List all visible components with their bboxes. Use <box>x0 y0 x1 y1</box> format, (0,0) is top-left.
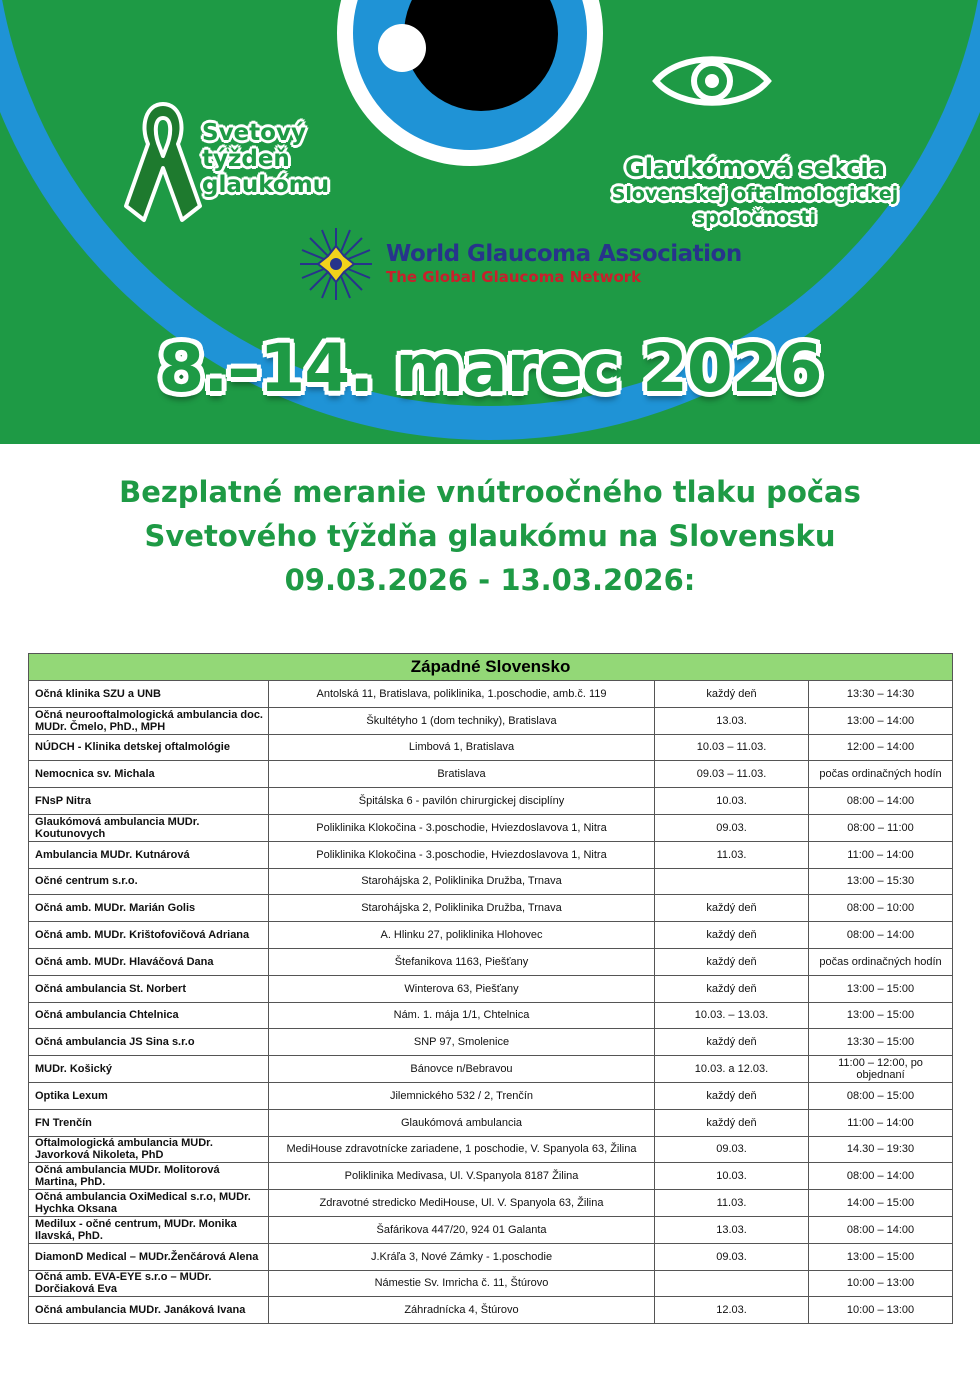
week-logo-line: Svetový <box>202 120 306 146</box>
date-cell: 09.03. <box>655 1136 809 1163</box>
wga-star-icon <box>298 226 374 302</box>
clinic-name-cell: Očná amb. MUDr. Hlaváčová Dana <box>29 948 269 975</box>
society-line: Slovenskej oftalmologickej <box>611 183 899 205</box>
address-cell: Poliklinika Medivasa, Ul. V.Spanyola 8187 Žilina <box>269 1163 655 1190</box>
time-cell: 08:00 – 14:00 <box>809 922 953 949</box>
eye-icon <box>650 48 774 114</box>
address-cell: Limbová 1, Bratislava <box>269 734 655 761</box>
week-logo-text <box>202 120 352 198</box>
subtitle-line: 09.03.2026 - 13.03.2026: <box>284 563 696 597</box>
clinic-name-cell: MUDr. Košický <box>29 1056 269 1083</box>
clinic-name-cell: Glaukómová ambulancia MUDr. Koutunovych <box>29 814 269 841</box>
time-cell: 13:30 – 15:00 <box>809 1029 953 1056</box>
address-cell: Winterova 63, Piešťany <box>269 975 655 1002</box>
address-cell: Poliklinika Klokočina - 3.poschodie, Hviezdoslavova 1, Nitra <box>269 841 655 868</box>
page-subtitle <box>20 470 960 602</box>
clinic-name-cell: Očná neurooftalmologická ambulancia doc. MUDr. Čmelo, PhD., MPH <box>29 707 269 734</box>
week-logo-line: týždeň <box>202 146 290 172</box>
address-cell: Námestie Sv. Imricha č. 11, Štúrovo <box>269 1270 655 1297</box>
date-cell: 09.03. <box>655 1243 809 1270</box>
clinic-name-cell: Optika Lexum <box>29 1082 269 1109</box>
table-row <box>29 948 953 975</box>
society-line: Glaukómová sekcia <box>625 154 885 182</box>
table-row <box>29 1163 953 1190</box>
date-cell: každý deň <box>655 922 809 949</box>
time-cell: 13:00 – 15:30 <box>809 868 953 895</box>
table-row <box>29 868 953 895</box>
time-cell: 13:30 – 14:30 <box>809 681 953 708</box>
address-cell: Škultétyho 1 (dom techniky), Bratislava <box>269 707 655 734</box>
table-row <box>29 1136 953 1163</box>
time-cell: 14:00 – 15:00 <box>809 1190 953 1217</box>
clinic-name-cell: Očná ambulancia MUDr. Molitorová Martina, PhD. <box>29 1163 269 1190</box>
clinic-name-cell: FNsP Nitra <box>29 788 269 815</box>
table-row <box>29 1082 953 1109</box>
table-row <box>29 1002 953 1029</box>
time-cell: 10:00 – 13:00 <box>809 1270 953 1297</box>
time-cell: 13:00 – 15:00 <box>809 975 953 1002</box>
date-cell: 13.03. <box>655 707 809 734</box>
address-cell: Starohájska 2, Poliklinika Družba, Trnava <box>269 868 655 895</box>
date-cell: 09.03. <box>655 814 809 841</box>
region-header: Západné Slovensko <box>29 654 953 681</box>
date-cell: každý deň <box>655 948 809 975</box>
clinic-name-cell: Medilux - očné centrum, MUDr. Monika Ilavská, PhD. <box>29 1216 269 1243</box>
table-row <box>29 681 953 708</box>
header-banner <box>0 0 980 444</box>
clinic-name-cell: Očná klinika SZU a UNB <box>29 681 269 708</box>
time-cell: 08:00 – 14:00 <box>809 1163 953 1190</box>
clinic-name-cell: Očná ambulancia Chtelnica <box>29 1002 269 1029</box>
time-cell: 13:00 – 15:00 <box>809 1243 953 1270</box>
address-cell: Poliklinika Klokočina - 3.poschodie, Hviezdoslavova 1, Nitra <box>269 814 655 841</box>
time-cell: 11:00 – 14:00 <box>809 1109 953 1136</box>
clinic-name-cell: Očná amb. MUDr. Krištofovičová Adriana <box>29 922 269 949</box>
clinic-name-cell: Ambulancia MUDr. Kutnárová <box>29 841 269 868</box>
time-cell: 10:00 – 13:00 <box>809 1297 953 1324</box>
table-row <box>29 1029 953 1056</box>
time-cell: 08:00 – 15:00 <box>809 1082 953 1109</box>
address-cell: Záhradnícka 4, Štúrovo <box>269 1297 655 1324</box>
table-row <box>29 1190 953 1217</box>
date-cell: 10.03. a 12.03. <box>655 1056 809 1083</box>
time-cell: 08:00 – 14:00 <box>809 788 953 815</box>
time-cell: počas ordinačných hodín <box>809 761 953 788</box>
clinic-name-cell: Oftalmologická ambulancia MUDr. Javorková Nikoleta, PhD <box>29 1136 269 1163</box>
clinic-name-cell: NÚDCH - Klinika detskej oftalmológie <box>29 734 269 761</box>
date-cell: každý deň <box>655 1109 809 1136</box>
date-cell: 11.03. <box>655 1190 809 1217</box>
date-cell <box>655 868 809 895</box>
clinic-name-cell: Očná ambulancia St. Norbert <box>29 975 269 1002</box>
time-cell: 14.30 – 19:30 <box>809 1136 953 1163</box>
address-cell: SNP 97, Smolenice <box>269 1029 655 1056</box>
clinic-name-cell: Očná amb. MUDr. Marián Golis <box>29 895 269 922</box>
address-cell: Bánovce n/Bebravou <box>269 1056 655 1083</box>
time-cell: 08:00 – 10:00 <box>809 895 953 922</box>
clinic-name-cell: Očná amb. EVA-EYE s.r.o – MUDr. Dorčiaková Eva <box>29 1270 269 1297</box>
society-name <box>600 154 910 230</box>
address-cell: Špitálska 6 - pavilón chirurgickej disciplíny <box>269 788 655 815</box>
address-cell: Bratislava <box>269 761 655 788</box>
time-cell: počas ordinačných hodín <box>809 948 953 975</box>
time-cell: 11:00 – 12:00, po objednaní <box>809 1056 953 1083</box>
address-cell: Nám. 1. mája 1/1, Chtelnica <box>269 1002 655 1029</box>
clinic-name-cell: DiamonD Medical – MUDr.Ženčárová Alena <box>29 1243 269 1270</box>
time-cell: 13:00 – 14:00 <box>809 707 953 734</box>
clinics-table-body <box>29 681 953 1324</box>
clinic-name-cell: Nemocnica sv. Michala <box>29 761 269 788</box>
wga-name: World Glaucoma Association <box>386 241 742 267</box>
address-cell: MediHouse zdravotnícke zariadene, 1 poschodie, V. Spanyola 63, Žilina <box>269 1136 655 1163</box>
table-row <box>29 1216 953 1243</box>
event-dates: 8.–14. marec 2026 <box>158 330 822 407</box>
subtitle-line: Bezplatné meranie vnútroočného tlaku počas <box>119 475 861 509</box>
date-cell: 10.03. – 13.03. <box>655 1002 809 1029</box>
address-cell: Glaukómová ambulancia <box>269 1109 655 1136</box>
date-cell: 10.03 – 11.03. <box>655 734 809 761</box>
clinic-name-cell: Očná ambulancia JS Sina s.r.o <box>29 1029 269 1056</box>
date-cell: každý deň <box>655 681 809 708</box>
wga-logo-text <box>386 240 746 286</box>
date-cell: 10.03. <box>655 788 809 815</box>
table-row <box>29 1109 953 1136</box>
date-cell: 09.03 – 11.03. <box>655 761 809 788</box>
awareness-ribbon-icon <box>118 96 208 226</box>
table-row <box>29 734 953 761</box>
address-cell: Šafárikova 447/20, 924 01 Galanta <box>269 1216 655 1243</box>
clinic-name-cell: Očné centrum s.r.o. <box>29 868 269 895</box>
address-cell: Štefanikova 1163, Piešťany <box>269 948 655 975</box>
eye-glint <box>378 24 426 72</box>
clinic-name-cell: Očná ambulancia OxiMedical s.r.o, MUDr. Hychka Oksana <box>29 1190 269 1217</box>
address-cell: Antolská 11, Bratislava, poliklinika, 1.poschodie, amb.č. 119 <box>269 681 655 708</box>
clinics-table-wrapper <box>28 653 952 1324</box>
society-line: spoločnosti <box>693 207 817 229</box>
clinic-name-cell: FN Trenčín <box>29 1109 269 1136</box>
date-cell: 13.03. <box>655 1216 809 1243</box>
table-row <box>29 707 953 734</box>
table-row <box>29 1297 953 1324</box>
clinics-table <box>28 653 953 1324</box>
subtitle-line: Svetového týždňa glaukómu na Slovensku <box>144 519 836 553</box>
wga-subtitle: The Global Glaucoma Network <box>386 268 642 286</box>
date-cell: 12.03. <box>655 1297 809 1324</box>
table-row <box>29 1056 953 1083</box>
date-cell <box>655 1270 809 1297</box>
table-row <box>29 841 953 868</box>
time-cell: 12:00 – 14:00 <box>809 734 953 761</box>
table-row <box>29 1270 953 1297</box>
week-logo-line: glaukómu <box>202 172 330 198</box>
table-row <box>29 814 953 841</box>
table-row <box>29 922 953 949</box>
date-cell: každý deň <box>655 975 809 1002</box>
time-cell: 11:00 – 14:00 <box>809 841 953 868</box>
clinic-name-cell: Očná ambulancia MUDr. Janáková Ivana <box>29 1297 269 1324</box>
date-cell: každý deň <box>655 895 809 922</box>
address-cell: A. Hlinku 27, poliklinika Hlohovec <box>269 922 655 949</box>
table-row <box>29 975 953 1002</box>
table-row <box>29 788 953 815</box>
time-cell: 13:00 – 15:00 <box>809 1002 953 1029</box>
address-cell: Zdravotné stredicko MediHouse, Ul. V. Spanyola 63, Žilina <box>269 1190 655 1217</box>
date-cell: 10.03. <box>655 1163 809 1190</box>
address-cell: J.Kráľa 3, Nové Zámky - 1.poschodie <box>269 1243 655 1270</box>
table-row <box>29 1243 953 1270</box>
table-row <box>29 761 953 788</box>
time-cell: 08:00 – 14:00 <box>809 1216 953 1243</box>
date-cell: každý deň <box>655 1082 809 1109</box>
table-row <box>29 895 953 922</box>
address-cell: Starohájska 2, Poliklinika Družba, Trnava <box>269 895 655 922</box>
date-cell: každý deň <box>655 1029 809 1056</box>
time-cell: 08:00 – 11:00 <box>809 814 953 841</box>
date-cell: 11.03. <box>655 841 809 868</box>
address-cell: Jilemnického 532 / 2, Trenčín <box>269 1082 655 1109</box>
